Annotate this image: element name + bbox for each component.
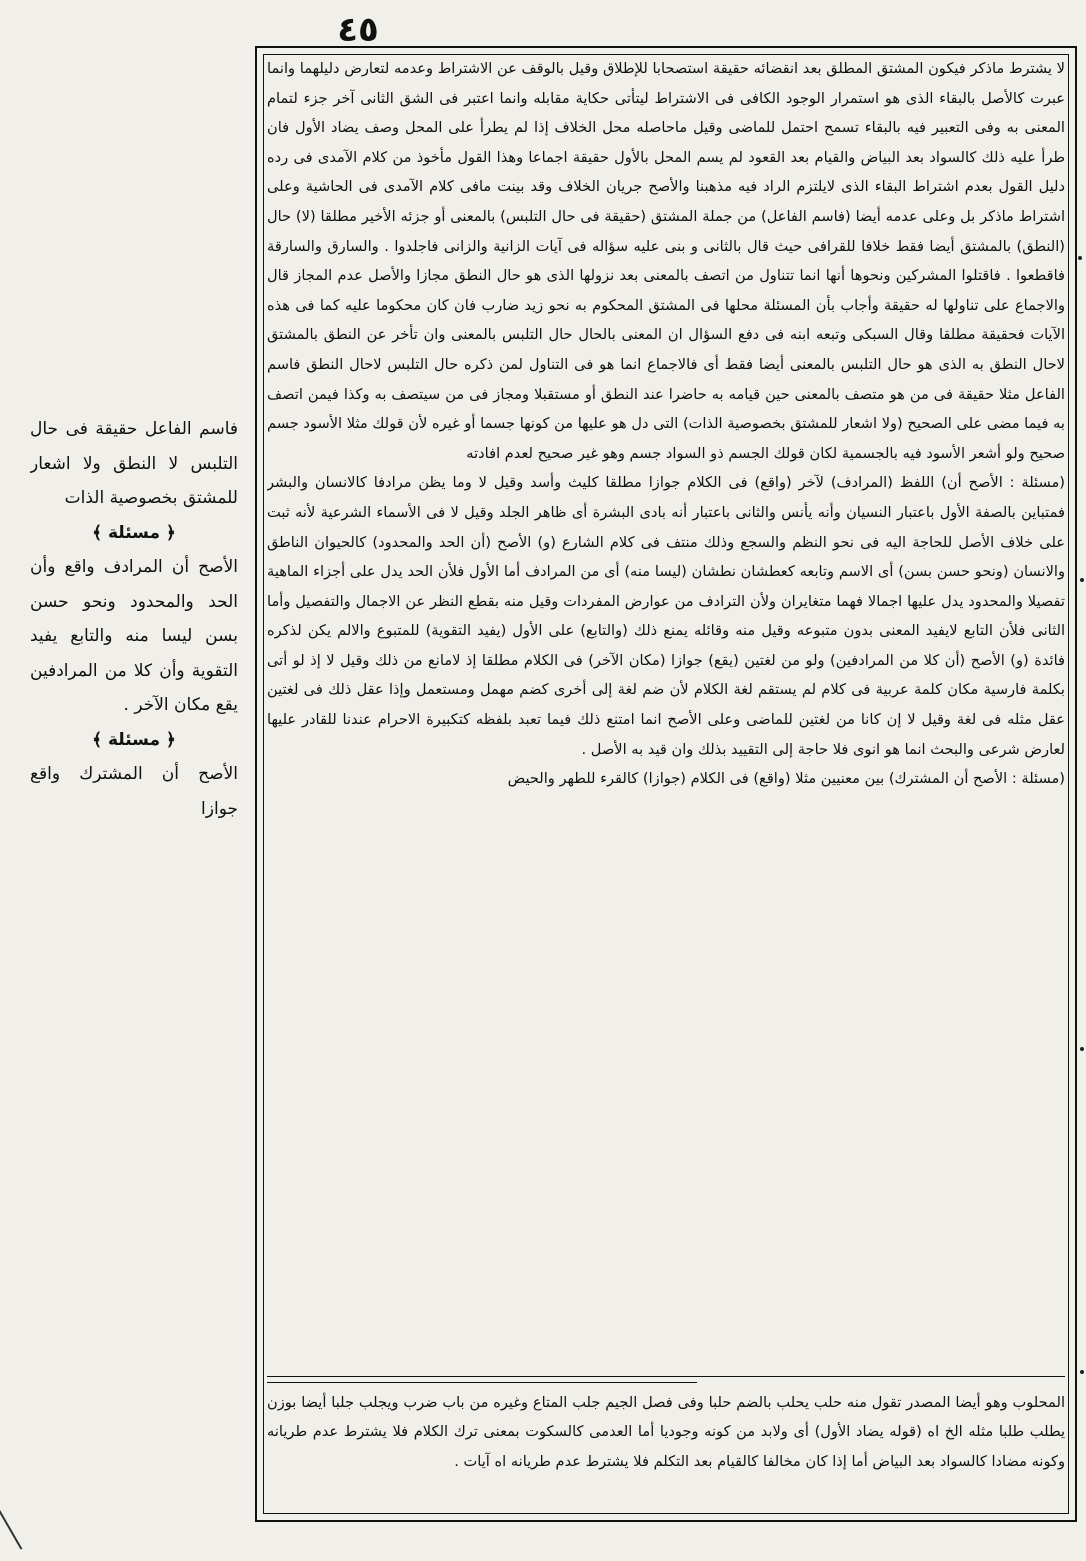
text-paragraph: لا يشترط ماذكر فيكون المشتق المطلق بعد انقضائه حقيقة استصحابا للإطلاق وقيل بالوقف عن الاشتراط وعدمه لتعارض دليلهما وانما عبرت كالأصل بالبقاء الذى هو استمرار الوجود الكافى فى الاشتراط ليتأتى حكاية مقابله وانما اعتبر فى الشق الثانى آخر جزء لتمام المعنى به وفى التعبير فيه بالبقاء تسمح احتمل للماضى وقيل ماحاصله محل الخلاف إذا لم يطرأ على المحل وصف يضاد الأول فان طرأ عليه ذلك كالسواد بعد البياض والقيام بعد القعود لم يسم المحل بالأول حقيقة اجماعا وهذا القول مأخوذ من كلام الآمدى فى رده دليل القول بعدم اشتراط البقاء الذى لايلتزم الراد فيه مذهبنا والأصح جريان الخلاف وقد بينت مافى كلام الآمدى فى الحاشية وعلى اشتراط ماذكر بل وعلى عدمه أيضا (فاسم الفاعل) من جملة المشتق (حقيقة فى حال التلبس) بالمعنى أو جزئه الأخير مطلقا (لا) حال (النطق) بالمشتق أيضا فقط خلافا للقرافى حيث قال بالثانى و بنى عليه سؤاله فى آيات الزانية والزانى فاجلدوا . والسارق والسارقة فاقطعوا . فاقتلوا المشركين ونحوها أنها انما تتناول من اتصف بالمعنى بعد نزولها الذى هو حال النطق مجازا والأصل عدم المجاز قال والاجماع على تناولها له حقيقة وأجاب بأن المسئلة محلها فى المشتق المحكوم به نحو زيد ضارب فان كان محكوما عليه كما فى هذه الآيات فحقيقة مطلقا وقال السبكى وتبعه ابنه فى دفع السؤال ان المعنى بالحال حال التلبس بالمعنى وان تأخر عن النطق بالمشتق لاحال النطق به الذى هو حال التلبس بالمعنى أيضا فقط أى فالاجماع انما هو فى التناول لمن ذكره حال التلبس لاحال النطق فاسم الفاعل مثلا حقيقة فى من هو متصف بالمعنى حين قيامه به حاضرا عند النطق أو مستقبلا ومجاز فى من سيتصف به وكذا فيمن اتصف به فيما مضى على الصحيح (ولا اشعار للمشتق بخصوصية الذات) التى دل هو عليها من كونها جسما أو غيره لأن قولك مثلا الأسود جسم صحيح ولو أشعر الأسود فيه بالجسمية لكان قولك الجسم ذو السواد جسم وهو غير صحيح لعدم افادته <box>267 60 1065 462</box>
footnote-body <box>267 1388 1065 1506</box>
footnote-divider <box>267 1376 1065 1377</box>
scan-speck <box>1078 256 1082 260</box>
margin-paragraph: الأصح أن المرادف واقع وأن الحد والمحدود ونحو حسن بسن ليسا منه والتابع يفيد التقوية وأن كلا من المرادفين يقع مكان الآخر . <box>30 557 238 715</box>
main-text-body <box>267 54 1065 1334</box>
text-paragraph: (مسئلة : الأصح أن) اللفظ (المرادف) لآخر (واقع) فى الكلام جوازا مطلقا كليث وأسد وقيل لا وما يظن مرادفا كالانسان والبشر فمتباين بالصفة الأول باعتبار النسيان وأنه يأنس والثانى باعتبار أنه بادى البشرة أى ظاهر الجلد وقيل لا فى الأسماء الشرعية لأنه ثبت على خلاف الأصل للحاجة اليه فى نحو النظم والسجع وذلك منتف فى كلام الشارع (و) الأصح (أن الحد والمحدود) كالحيوان الناطق والانسان (ونحو حسن بسن) أى الاسم وتابعه كعطشان نطشان (ليسا منه) أى من المرادف أما الأول فلأن الحد يدل على أجزاء الماهية تفصيلا والمحدود يدل عليها اجمالا فهما متغايران ولأن الترادف من عوارض المفردات وقيل منه بقطع النظر عن الاجمال والتفصيل وأما الثانى فلأن التابع لايفيد المعنى بدون متبوعه وقيل منه وقائله يمنع ذلك (والتابع) على الأول (يفيد التقوية) للمتبوع والالم يكن لذكره فائدة (و) الأصح (أن كلا من المرادفين) ولو من لغتين (يقع) جوازا (مكان الآخر) فى الكلام مطلقا إذ لامانع من ذلك وقيل لا إذ لو أتى بكلمة فارسية مكان كلمة عربية فى كلام لم يستقم لغة الكلام لأن ضم لغة إلى أخرى كضم مهمل ومستعمل وإذا عقل ذلك فى لغتين عقل مثله فى لغة وقيل لا إن كانا من لغتين للماضى وعلى الأصح انما امتنع ذلك فيما تعبد بلفظه كتكبيرة الاحرام عندنا للقادر عليها لعارض شرعى والبحث انما هو انوى فلا حاجة إلى التقييد بذلك وان قيد به الأصل . <box>267 474 1065 758</box>
margin-heading: ﴿ مسئلة ﴾ <box>92 729 176 750</box>
margin-summary <box>30 412 238 832</box>
margin-paragraph: الأصح أن المشترك واقع جوازا <box>30 764 238 819</box>
scan-speck <box>1080 1047 1084 1051</box>
footnote-divider-short <box>267 1382 697 1383</box>
footnote-paragraph: المحلوب وهو أيضا المصدر تقول منه حلب يحلب بالضم حلبا وفى فصل الجيم جلب المتاع وغيره من باب ضرب ويجلب جلبا أيضا بوزن يطلب طلبا مثله الخ اه (قوله يضاد الأول) أى ولابد من كونه وجوديا أما العدمى كالسكوت بمعنى ترك الكلام فلا يشترط عدم طريانه وكونه مضادا كالسواد بعد البياض أما إذا كان مخالفا كالقيام بعد التكلم فلا يشترط عدم طريانه اه آيات . <box>267 1394 1065 1470</box>
text-paragraph: (مسئلة : الأصح أن المشترك) بين معنيين مثلا (واقع) فى الكلام (جوازا) كالقرء للطهر والحيض <box>507 770 1065 788</box>
main-text-frame <box>255 46 1077 1522</box>
scan-speck <box>1080 1370 1084 1374</box>
scan-speck <box>1080 578 1084 582</box>
margin-paragraph: فاسم الفاعل حقيقة فى حال التلبس لا النطق ولا اشعار للمشتق بخصوصية الذات <box>30 419 238 508</box>
page-number: ٤٥ <box>337 10 379 50</box>
scan-mark <box>0 1498 22 1549</box>
margin-heading: ﴿ مسئلة ﴾ <box>92 522 176 543</box>
